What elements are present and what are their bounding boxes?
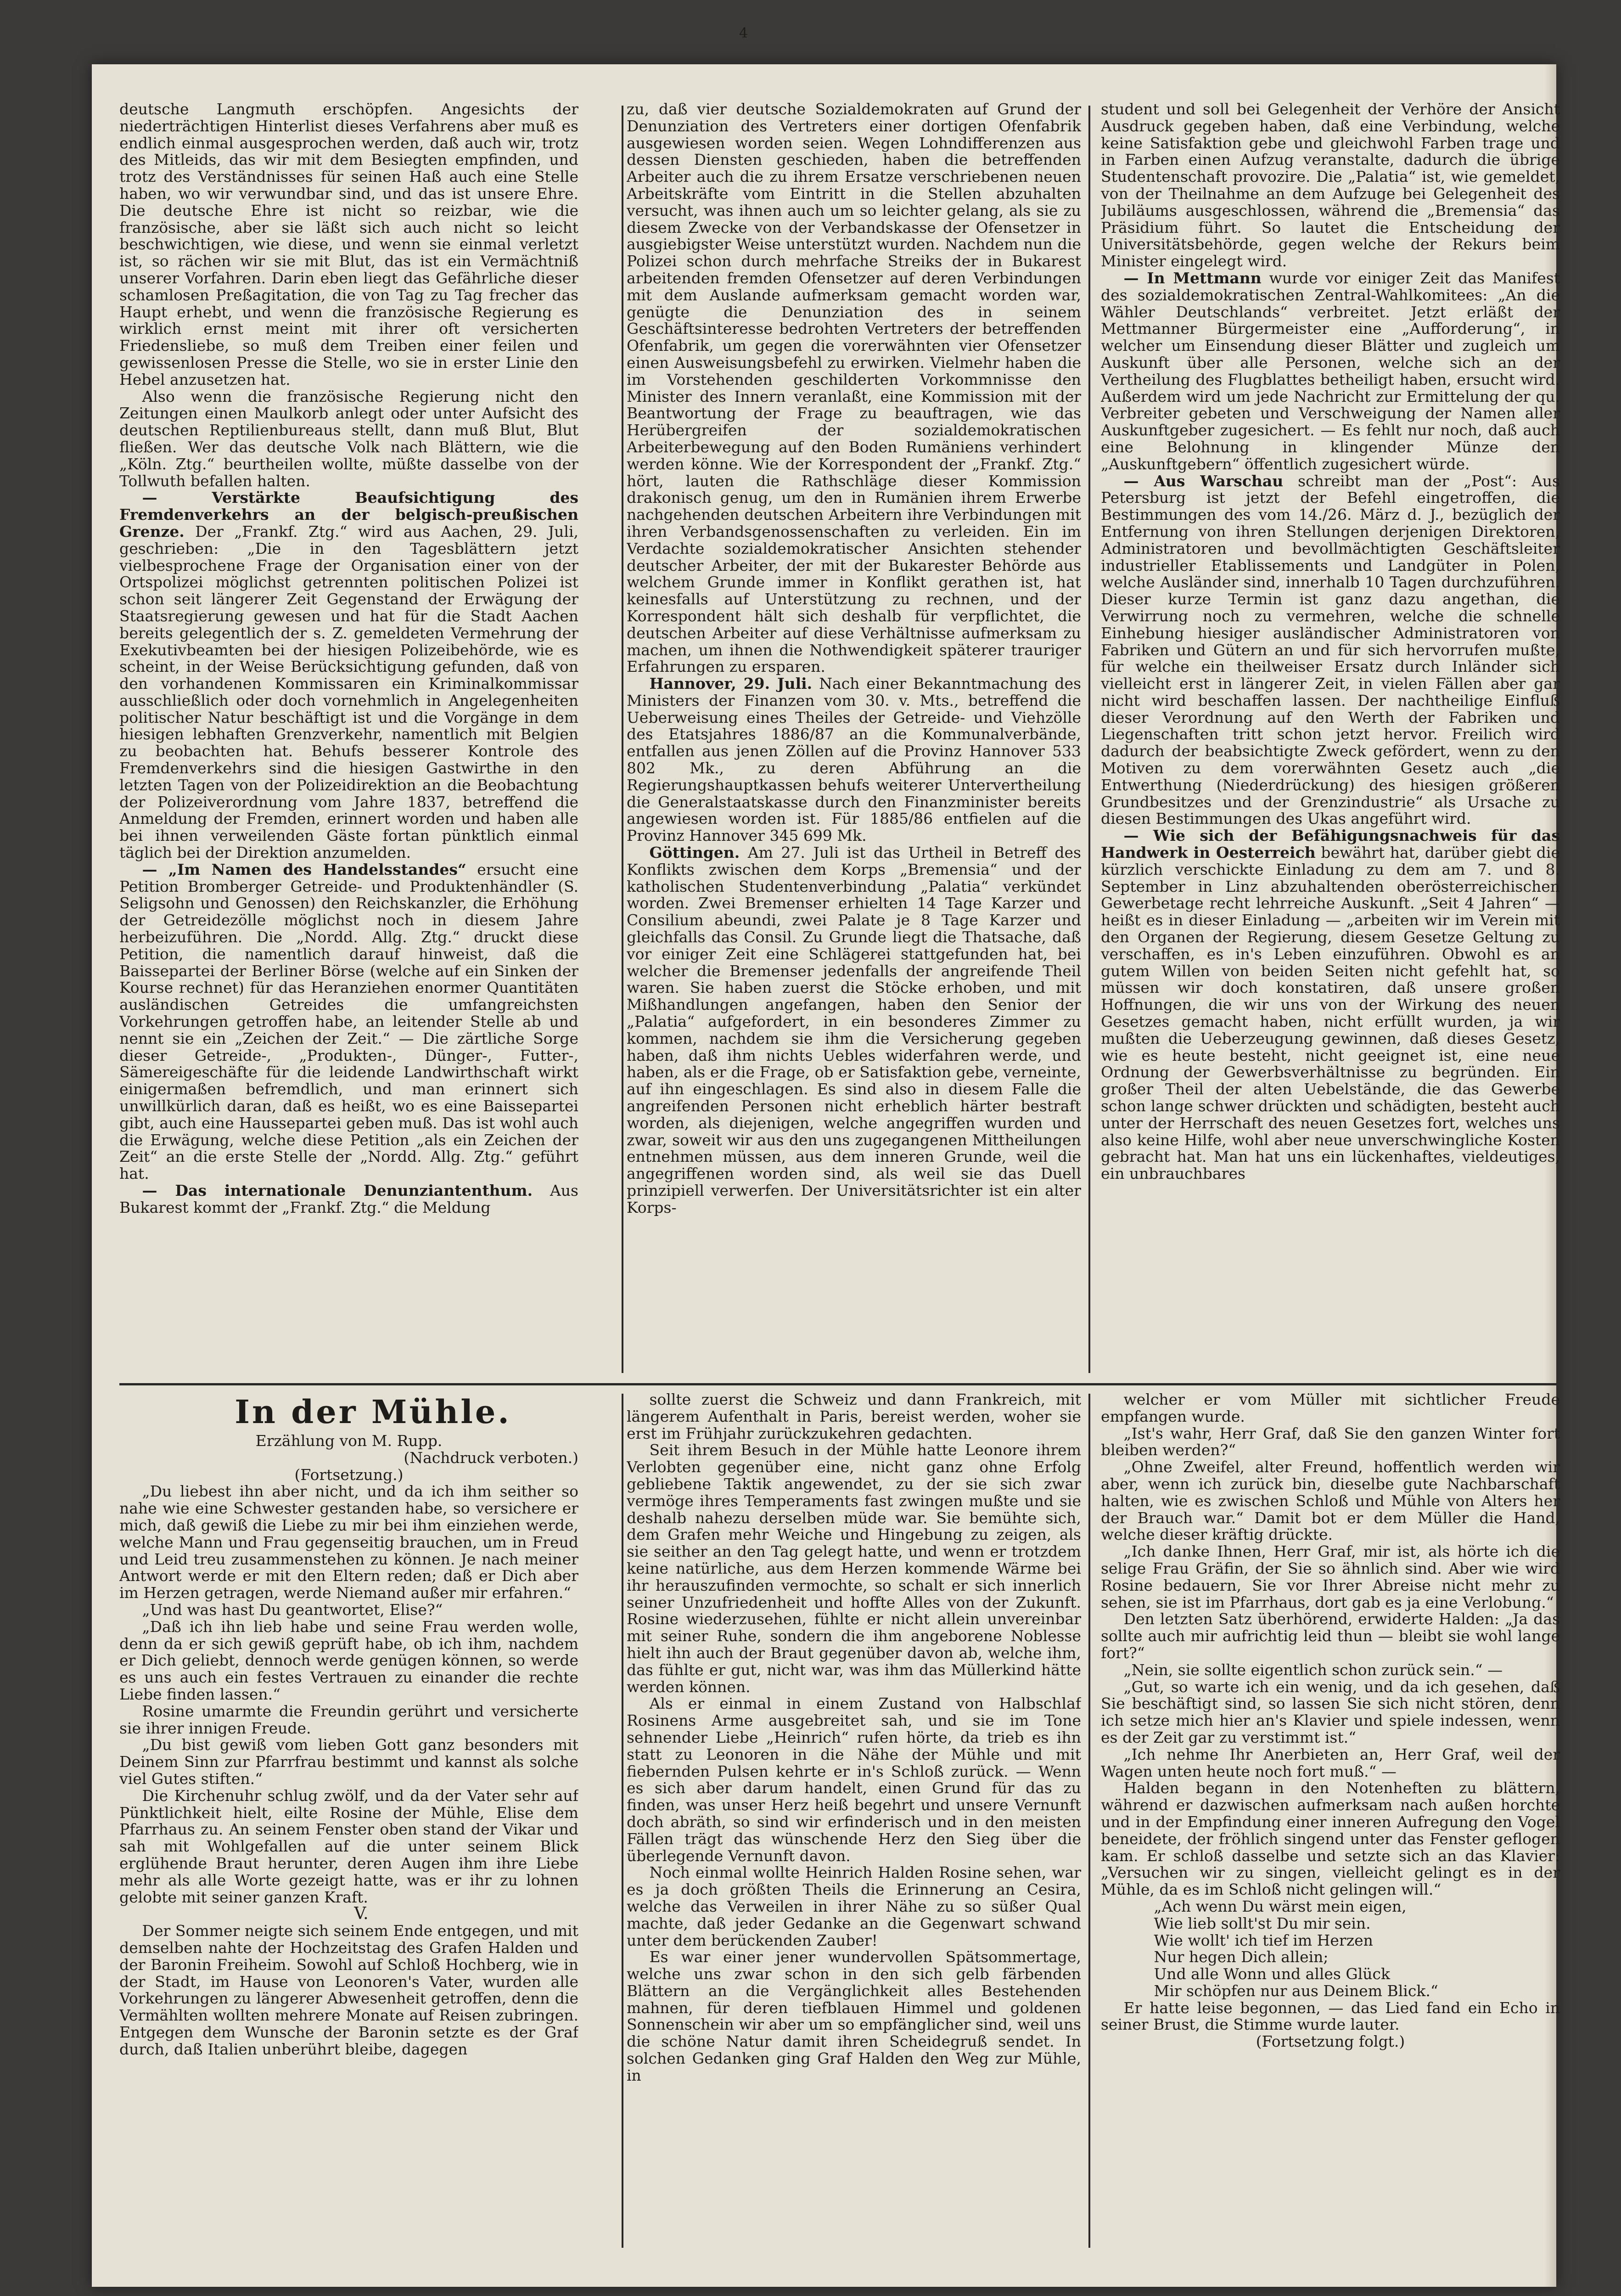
paragraph: [119, 388, 578, 490]
paragraph: „Gut, so warte ich ein wenig, und da ich gesehen, daß Sie beschäftigt sind, so lassen Sie sich nicht stören, denn ich setze mich hier an's Klavier und spiele indessen, wenn es der Zeit gar zu verstimmt ist.“: [1101, 1677, 1560, 1746]
column-rule-1: [622, 106, 623, 1373]
paragraph: [1101, 473, 1560, 828]
article-headline: — Aus Warschau: [1123, 472, 1284, 490]
paragraph: Es war einer jener wundervollen Spätsommertage, welche uns zwar schon in den sich gelb färbenden Blättern an die Vergänglichkeit alles Bestehenden mahnen, für deren tiefblauen Himmel und goldenen Sonnenschein wir aber um so empfänglicher sind, weil uns die schöne Natur damit ihren Scheidegruß sendet. In solchen Gedanken ging Graf Halden den Weg zur Mühle, in: [627, 1948, 1081, 2084]
paragraph: Noch einmal wollte Heinrich Halden Rosine sehen, war es ja doch größten Theils die Erinnerung an Cesira, welche das Verweilen in ihrer Nähe zu so süßer Qual machte, daß jeder Gedanke an die Gegenwart schwand unter dem berückenden Zauber!: [627, 1863, 1081, 1949]
paragraph: [627, 675, 1081, 844]
paragraph: „Ich danke Ihnen, Herr Graf, mir ist, als hörte ich die selige Frau Gräfin, der Sie so ähnlich sind. Aber wie wird Rosine bedauern, Sie vor Ihrer Abreise nicht mehr zu sehen, sie ist im Pfarrhaus, dort gab es ja eine Verlobung.“: [1101, 1542, 1560, 1611]
continuation-label: (Fortsetzung.): [294, 1465, 404, 1484]
paragraph-text: Nach einer Bekanntmachung des Ministers der Finanzen vom 30. v. Mts., betreffend die Ueberweisung eines Theiles der Getreide- und Viehzölle des Etatsjahres 1886/87 an die Kommunalverbände, entfallen aus jenen Zöllen auf die Provinz Hannover 533 802 Mk., zu deren Abführung an die Regierungshauptkassen behufs weiterer Untervertheilung die Generalstaatskasse durch den Finanzminister bereits angewiesen worden ist. Für 1885/86 entfielen auf die Provinz Hannover 345 699 Mk.: [627, 675, 1081, 845]
feuilleton-title: In der Mühle.: [235, 1393, 511, 1431]
article-headline: — In Mettmann: [1123, 269, 1262, 287]
paragraph: „Du liebest ihn aber nicht, und da ich ihm seither so nahe wie eine Schwester gestanden habe, so versichere er mich, daß gewiß die Liebe zu mir bei ihm einziehen werde, welche Mann und Frau gegenseitig brauchen, um in Freud und Leid treu zusammenstehen zu können. Je nach meiner Antwort werde er mit den Eltern reden; daß er Dich aber im Herzen getragen, werde Niemand außer mir erfahren.“: [119, 1482, 578, 1602]
paragraph-text: student und soll bei Gelegenheit der Verhöre der Ansicht Ausdruck gegeben haben, daß eine Verbindung, welche keine Satisfaktion gebe und gleichwohl Farben trage und in Farben einen Aufzug veranstalte, dadurch die übrige Studentenschaft provozire. Die „Palatia“ ist, wie gemeldet, von der Theilnahme an dem Aufzuge bei Gelegenheit des Jubiläums ausgeschlossen, während die „Bremensia“ das Präsidium führt. So lautet die Entscheidung der Universitätsbehörde, gegen welche der Rekurs beim Minister eingelegt wird.: [1101, 101, 1560, 270]
paragraph: Halden begann in den Notenheften zu blättern, während er dazwischen aufmerksam nach außen horchte und in der Empfindung einer inneren Aufregung den Vogel beneidete, der fröhlich singend unter das Fenster geflogen kam. Er schloß dasselbe und setzte sich an das Klavier: „Versuchen wir zu singen, vielleicht gelingt es in der Mühle, da es im Schloß nicht gelingen will.“: [1101, 1779, 1560, 1899]
news-column-1: [119, 101, 578, 1368]
article-headline: Hannover, 29. Juli.: [649, 675, 813, 693]
paragraph-text: deutsche Langmuth erschöpfen. Angesichts der niederträchtigen Hinterlist dieses Verfahrens aber muß es endlich einmal ausgesprochen werden, daß auch wir, trotz des Mitleids, das wir mit dem Besiegten empfinden, und trotz des Verständnisses für seinen Haß auch eine Stelle haben, wo wir verwundbar sind, und das ist unsere Ehre. Die deutsche Ehre ist nicht so reizbar, wie die französische, aber sie läßt sich auch nicht so leicht beschwichtigen, wie diese, und wenn sie einmal verletzt ist, so rächen wir sie mit Blut, das ist ein Vermächtniß unserer Vorfahren. Darin eben liegt das Gefährliche dieser schamlosen Preßagitation, die von Tag zu Tag frecher das Haupt erhebt, und wenn die französische Regierung es wirklich ernst meint mit ihrer oft versicherten Friedensliebe, so muß dem Treiben einer feilen und gewissenlosen Presse die Stelle, wo sie in erster Linie den Hebel anzusetzen hat.: [119, 101, 578, 388]
paragraph: [119, 861, 578, 1182]
verse-line: Wie lieb sollt'st Du mir sein.: [1154, 1914, 1371, 1932]
paragraph: sollte zuerst die Schweiz und dann Frankreich, mit längerem Aufenthalt in Paris, bereist werden, woher sie erst im Frühjahr zurückzukehren gedachten.: [627, 1391, 1081, 1442]
verse-line: Und alle Wonn und alles Glück: [1154, 1965, 1391, 1983]
article-headline: — Das internationale Denunziantenthum.: [142, 1182, 533, 1199]
paragraph: „Nein, sie sollte eigentlich schon zurück sein.“ —: [1123, 1660, 1503, 1679]
verse-line: Nur hegen Dich allein;: [1154, 1948, 1329, 1966]
verse-line: Mir schöpfen nur aus Deinem Blick.“: [1154, 1981, 1438, 2000]
paragraph: [119, 101, 578, 388]
paragraph: Seit ihrem Besuch in der Mühle hatte Leonore ihrem Verlobten gegenüber eine, nicht ganz ohne Erfolg gebliebene Taktik angewendet, zu der sie sich zwar vermöge ihres Temperaments fast zwingen mußte und sie deshalb nahezu derselben müde war. Sie bemühte sich, dem Grafen mehr Weiche und Hingebung zu zeigen, als sie seither an den Tag gelegt hatte, und wenn er trotzdem keine natürliche, aus dem Herzen kommende Wärme bei ihr herauszufinden vermochte, so schalt er sich innerlich seiner Unzufriedenheit und hoffte Alles von der Zukunft. Rosine wiederzusehen, fühlte er nicht allein unvereinbar mit seiner Ruhe, sondern die ihm angeborene Noblesse hielt ihn auch der Braut gegenüber davon ab, welche ihm, das fühlte er gut, nicht war, was ihm das Müllerkind hätte werden können.: [627, 1441, 1081, 1696]
paragraph-text: zu, daß vier deutsche Sozialdemokraten auf Grund der Denunziation des Vertreters einer dortigen Ofenfabrik ausgewiesen worden seien. Wegen Lohndifferenzen aus dessen Diensten geschieden, haben die betreffenden Arbeiter auch die zu ihrem Ersatze verschriebenen neuen Arbeitskräfte vom Eintritt in die Stellen abzuhalten versucht, was ihnen auch um so leichter gelang, als sie zu diesem Zwecke von der Verbandskasse der Ofensetzer in ausgiebigster Weise unterstützt wurden. Nachdem nun die Polizei schon durch mehrfache Streiks der in Bukarest arbeitenden fremden Ofensetzer auf deren Verbindungen mit dem Auslande aufmerksam gemacht worden war, genügte die Denunziation des in seinem Geschäftsinteresse bedrohten Vertreters der betreffenden Ofenfabrik, um gegen die vorerwähnten vier Ofensetzer einen Ausweisungsbefehl zu erwirken. Vielmehr haben die im Vorstehenden geschilderten Vorkommnisse den Minister des Innern veranlaßt, eine Kommission mit der Beantwortung der Frage zu beauftragen, wie das Herübergreifen der sozialdemokratischen Arbeiterbewegung auf den Boden Rumäniens verhindert werden könne. Wie der Korrespondent der „Frankf. Ztg.“ hört, lauten die Rathschläge dieser Kommission drakonisch genug, um den in Rumänien ihrem Erwerbe nachgehenden deutschen Arbeitern ihre Verbindungen mit ihren Verbandsgenossenschaften zu verleiden. Ein im Verdachte sozialdemokratischer Ansichten stehender deutscher Arbeiter, der mit der Bukarester Behörde aus welchem Grunde immer in Konflikt gerathen ist, hat keinesfalls auf Unterstützung zu rechnen, und der Korrespondent hält sich deshalb für verpflichtet, die deutschen Arbeiter auf diese Verhältnisse aufmerksam zu machen, um ihnen die Nothwendigkeit späterer trauriger Erfahrungen zu ersparen.: [627, 101, 1081, 676]
paragraph-text: ersucht eine Petition Bromberger Getreide- und Produktenhändler (S. Seligsohn und Genossen) den Reichskanzler, die Erhöhung der Getreidezölle möglichst noch in diesem Jahre herbeizuführen. Die „Nordd. Allg. Ztg.“ druckt diese Petition, die namentlich darauf hinweist, daß die Baissepartei der Berliner Börse (welche auf ein Sinken der Kourse rechnet) für das Heranziehen enormer Quantitäten ausländischen Getreides die umfangreichsten Vorkehrungen getroffen habe, an leitender Stelle ab und nennt sie ein „Zeichen der Zeit.“ — Die zärtliche Sorge dieser Getreide-, „Produkten-, Dünger-, Futter-, Sämereigeschäfte für die leidende Landwirthschaft wirkt einigermaßen befremdlich, und man erinnert sich unwillkürlich daran, daß es heißt, wo es eine Baissepartei gibt, auch eine Haussepartei geben muß. Das ist wohl auch die Erwägung, welche diese Petition „als ein Zeichen der Zeit“ an die erste Stelle der „Nordd. Allg. Ztg.“ geführt hat.: [119, 860, 578, 1183]
news-column-2: [627, 101, 1081, 1368]
paragraph: [1101, 270, 1560, 473]
verse-line: Wie wollt' ich tief im Herzen: [1154, 1931, 1373, 1949]
paragraph: „Du bist gewiß vom lieben Gott ganz besonders mit Deinem Sinn zur Pfarrfrau bestimmt und kannst als solche viel Gutes stiften.“: [119, 1736, 578, 1788]
reprint-notice: (Nachdruck verboten.): [404, 1448, 578, 1467]
feuilleton-column-3: [1101, 1391, 1560, 2245]
article-headline: — Wie sich der Befähigungsnachweis für das Handwerk in Oesterreich: [1101, 827, 1560, 862]
paragraph: [119, 490, 578, 861]
paragraph-text: Also wenn die französische Regierung nicht den Zeitungen einen Maulkorb anlegt oder unter Aufsicht des deutschen Reptilienbureaus stellt, dann muß Blut, Blut fließen. Wer das deutsche Volk nach Blättern, wie die „Köln. Ztg.“ beurtheilen wollte, müßte dasselbe von der Tollwuth befallen halten.: [119, 387, 578, 490]
paragraph-text: wurde vor einiger Zeit das Manifest des sozialdemokratischen Zentral-Wahlkomitees: „An die Wähler Deutschlands“ verbreitet. Jetzt erläßt der Mettmanner Bürgermeister eine „Aufforderung“, in welcher um Einsendung dieser Blätter und zugleich um Auskunft über alle Personen, welche sich an der Vertheilung des Flugblattes betheiligt haben, ersucht wird. Außerdem wird um jede Nachricht zur Ermittelung der qu. Verbreiter gebeten und Verschweigung der Namen aller Auskunftgeber zugesichert. — Es fehlt nur noch, daß auch eine Belohnung in klingender Münze den „Auskunftgebern“ öffentlich zugesichert würde.: [1101, 269, 1560, 473]
paragraph: „Ohne Zweifel, alter Freund, hoffentlich werden wir aber, wenn ich zurück bin, dieselbe gute Nachbarschaft halten, wie es zwischen Schloß und Mühle von Alters her der Brauch war.“ Damit bot er dem Müller die Hand, welche dieser kräftig drückte.: [1101, 1458, 1560, 1544]
article-headline: Göttingen.: [649, 844, 740, 862]
paragraph: [1101, 101, 1560, 270]
feuilleton-text-1b: [119, 1923, 578, 2058]
paragraph: Als er einmal in einem Zustand von Halbschlaf Rosinens Arme ausgebreitet sah, und sie im Tone sehnender Liebe „Heinrich“ rufen hörte, da trieb es ihn statt zu Leonoren in die Nähe der Mühle und mit fiebernden Pulsen kehrte er in's Schloß zurück. — Wenn es sich aber darum handelt, einen Grund für das zu finden, was unser Herz heiß begehrt und unsere Vernunft doch abräth, so sind wir erfinderisch und in den meisten Fällen trägt das wünschende Herz den Sieg über die überlegende Vernunft davon.: [627, 1694, 1081, 1865]
column-rule-3: [622, 1394, 623, 2248]
paragraph-text: Der „Frankf. Ztg.“ wird aus Aachen, 29. Juli, geschrieben: „Die in den Tagesblättern jetzt vielbesprochene Frage der Organisation einer von der Ortspolizei möglichst getrennten politischen Polizei ist schon seit längerer Zeit Gegenstand der Erwägung der Staatsregierung gewesen und hat für die Stadt Aachen bereits gelegentlich der s. Z. gemeldeten Vermehrung der Exekutivbeamten bei der hiesigen Polizeibehörde, wie es scheint, in der Weise Berücksichtigung gefunden, daß von den vorhandenen Kommissaren ein Kriminalkommissar ausschließlich oder doch vornehmlich in Angelegenheiten politischer Natur beschäftigt ist und die Vorgänge in dem hiesigen lebhaften Grenzverkehr, namentlich mit Belgien zu beobachten hat. Behufs besserer Kontrole des Fremdenverkehrs sind die hiesigen Gastwirthe in den letzten Tagen von der Polizeidirektion an die Beobachtung der Polizeiverordnung vom Jahre 1837, betreffend die Anmeldung der Fremden, erinnert worden und haben alle bei ihnen verweilenden Gäste fortan pünktlich einmal täglich bei der Direktion anzumelden.: [119, 522, 578, 862]
paragraph-text: bewährt hat, darüber giebt die kürzlich verschickte Einladung zu dem am 7. und 8. September in Linz abzuhaltenden oberösterreichischen Gewerbetage recht lehrreiche Auskunft. „Seit 4 Jahren“ — heißt es in dieser Einladung — „arbeiten wir im Verein mit den Organen der Regierung, diesem Gesetze Geltung zu verschaffen, es in's Leben einzuführen. Obwohl es an gutem Willen von beiden Seiten nicht gefehlt hat, so müssen wir doch konstatiren, daß unsere großen Hoffnungen, die wir uns von der Wirkung des neuen Gesetzes gemacht haben, nicht erfüllt wurden, ja wir mußten die Ueberzeugung gewinnen, daß dieses Gesetz, wie es heute besteht, nicht geeignet ist, eine neue Ordnung der Gewerbsverhältnisse zu begründen. Ein großer Theil der alten Uebelstände, die das Gewerbe schon lange schwer drückten und schädigten, besteht auch unter der Herrschaft des neuen Gesetzes fort, welches uns also keine Hilfe, wohl aber neue unverschwingliche Kosten gebracht hat. Man hat uns ein lückenhaftes, vieldeutiges, ein unbrauchbares: [1101, 844, 1560, 1183]
chapter-numeral: V.: [354, 1904, 369, 1924]
article-headline: — „Im Namen des Handelsstandes“: [142, 860, 466, 878]
paragraph-text: Aus Bukarest kommt der „Frankf. Ztg.“ die Meldung: [119, 1182, 578, 1216]
feuilleton-text-3: [1101, 1391, 1560, 1898]
verse-line: „Ach wenn Du wärst mein eigen,: [1154, 1897, 1407, 1915]
feuilleton-separator: [119, 1383, 1556, 1385]
paragraph: welcher er vom Müller mit sichtlicher Freude empfangen wurde.: [1101, 1391, 1560, 1425]
paragraph: Den letzten Satz überhörend, erwiderte Halden: „Ja das sollte auch mir aufrichtig leid thun — bleibt sie wohl lange fort?“: [1101, 1610, 1560, 1662]
feuilleton-column-2: [627, 1391, 1081, 2245]
feuilleton-subtitle: Erzählung von M. Rupp.: [255, 1432, 443, 1450]
paragraph: [119, 1182, 578, 1216]
paragraph: [1101, 827, 1560, 1182]
page-number: 4: [739, 25, 748, 41]
paragraph: [627, 101, 1081, 675]
news-column-3: [1101, 101, 1560, 1368]
feuilleton-text-1a: [119, 1483, 578, 1906]
paragraph: „Und was hast Du geantwortet, Elise?“: [142, 1600, 443, 1619]
paragraph: Die Kirchenuhr schlug zwölf, und da der Vater sehr auf Pünktlichkeit hielt, eilte Rosine der Mühle, Elise dem Pfarrhaus zu. An seinem Fenster oben stand der Vikar und sah mit Wohlgefallen auf die unter seinem Blick erglühende Braut herunter, deren Augen ihm ihre Liebe mehr als alle Worte gezeigt hatte, was er ihr zu lohnen gelobte mit seiner ganzen Kraft.: [119, 1786, 578, 1906]
paragraph-text: Am 27. Juli ist das Urtheil in Betreff des Konflikts zwischen dem Korps „Bremensia“ und der katholischen Studentenverbindung „Palatia“ verkündet worden. Zwei Bremenser erhielten 14 Tage Karzer und Consilium abeundi, zwei Palate je 8 Tage Karzer und gleichfalls das Consil. Zu Grunde liegt die Thatsache, daß vor einiger Zeit eine Schlägerei stattgefunden hat, bei welcher die Bremenser jedenfalls der angreifende Theil waren. Sie haben zuerst die Stöcke erhoben, und mit Mißhandlungen angefangen, haben den Senior der „Palatia“ aufgefordert, in ein besonderes Zimmer zu kommen, nachdem sie ihm die Versicherung gegeben haben, daß ihm nichts Uebles widerfahren werde, und haben, als er die Frage, ob er Satisfaktion gebe, verneinte, auf ihn eingeschlagen. Es sind also in diesem Falle die angreifenden Personen nicht erheblich härter bestraft worden, als diejenigen, welche angegriffen wurden und zwar, soweit wir aus den uns zugegangenen Mittheilungen entnehmen müssen, aus dem inneren Grunde, weil die angegriffenen worden sind, als weil sie das Duell prinzipiell verwerfen. Der Universitätsrichter ist ein alter Korps-: [627, 844, 1081, 1216]
after-song-paragraph: Er hatte leise begonnen, — das Lied fand ein Echo in seiner Brust, die Stimme wurde lauter.: [1101, 1998, 1560, 2034]
song-verse: [1101, 1898, 1560, 2000]
paragraph-text: schreibt man der „Post“: Aus Petersburg ist jetzt der Befehl eingetroffen, die Bestimmungen des vom 14./26. März d. J., bezüglich der Entfernung von ihren Stellungen derjenigen Direktoren, Administratoren und bevollmächtigten Geschäftsleiter industrieller Etablissements und Landgüter in Polen, welche Ausländer sind, innerhalb 10 Tagen durchzuführen. Dieser kurze Termin ist ganz dazu angethan, die Verwirrung noch zu vermehren, welche die schnelle Einhebung hiesiger ausländischer Administratoren von Fabriken und Gütern an und für sich hervorrufen mußte, für welche ein theilweiser Ersatz durch Inländer sich vielleicht erst in längerer Zeit, in vielen Fällen aber gar nicht wird beschaffen lassen. Der nachtheilige Einfluß dieser Verordnung auf den Werth der Fabriken und Liegenschaften tritt schon jetzt hervor. Freilich wird dadurch der beabsichtigte Zweck gefördert, wenn zu den Motiven zu dem vorerwähnten Gesetz auch „die Entwerthung (Niederdrückung) des hiesigen größeren Grundbesitzes und der Grenzindustrie“ als Ursache zu diesen Bestimmungen des Ukas angeführt wird.: [1101, 472, 1560, 828]
paragraph: „Ich nehme Ihr Anerbieten an, Herr Graf, weil der Wagen unten heute noch fort muß.“ —: [1101, 1745, 1560, 1780]
paragraph: „Ist's wahr, Herr Graf, daß Sie den ganzen Winter fort bleiben werden?“: [1101, 1424, 1560, 1459]
paragraph: [627, 844, 1081, 1216]
paragraph: „Daß ich ihn lieb habe und seine Frau werden wolle, denn da er sich gewiß geprüft habe, ob ich ihm, nachdem er Dich geliebt, dennoch werde genügen können, so werde es uns auch ein festes Vertrauen zu einander die rechte Liebe finden lassen.“: [119, 1617, 578, 1703]
to-be-continued: (Fortsetzung folgt.): [1256, 2032, 1405, 2051]
feuilleton-column-1: [119, 1391, 578, 2245]
paragraph: Rosine umarmte die Freundin gerührt und versicherte sie ihrer innigen Freude.: [119, 1702, 578, 1737]
column-rule-4: [1088, 1394, 1090, 2248]
paragraph: Der Sommer neigte sich seinem Ende entgegen, und mit demselben nahte der Hochzeitstag des Grafen Halden und der Baronin Freiheim. Sowohl auf Schloß Hochberg, wie in der Stadt, im Hause von Leonoren's Vater, wurden alle Vorkehrungen zu längerer Abwesenheit getroffen, denn die Vermählten wollten mehrere Monate auf Reisen zubringen. Entgegen dem Wunsche der Baronin setzte es der Graf durch, daß Italien unberührt bleibe, dagegen: [119, 1922, 578, 2058]
column-rule-2: [1088, 106, 1090, 1373]
article-headline: — Verstärkte Beaufsichtigung des Fremdenverkehrs an der belgisch-preußischen Grenze.: [119, 489, 578, 540]
